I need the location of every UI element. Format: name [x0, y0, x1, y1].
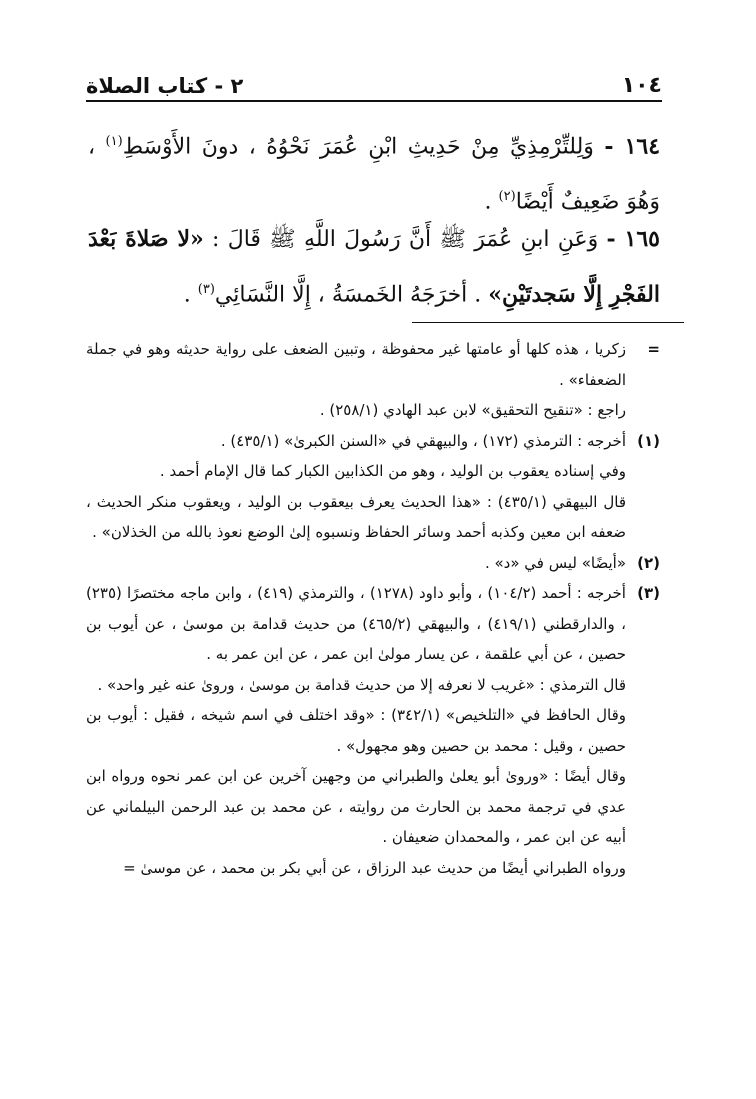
- footnote-paragraph: راجع : «تنقيح التحقيق» لابن عبد الهادي (٢٥٨/١) .: [319, 401, 626, 419]
- footnote-paragraph: زكريا ، هذه كلها أو عامتها غير محفوظة ، وتبين الضعف على رواية حديثه وهو في جملة الضعفاء» .: [86, 340, 626, 389]
- footnote-paragraph-block: [86, 395, 660, 426]
- footnote-2: [86, 548, 660, 579]
- footnote-marker: (٢): [637, 553, 660, 572]
- footnote-separator: [412, 322, 684, 323]
- footnote-marker: (١): [637, 431, 660, 450]
- running-head: [86, 60, 662, 98]
- page-number: ١٠٤: [621, 73, 662, 98]
- footnote-ref-1: (١): [105, 134, 123, 149]
- footnote-paragraph: ورواه الطبراني أيضًا من حديث عبد الرزاق ، عن أبي بكر بن محمد ، عن موسىٰ =: [123, 858, 626, 877]
- footnote-marker: (٣): [637, 584, 660, 602]
- footnote-ref-2: (٢): [498, 189, 516, 205]
- footnote-marker: =: [647, 340, 660, 358]
- footnote-continued: [86, 334, 660, 395]
- hadith-number: ١٦٤ -: [604, 133, 661, 160]
- hadith-end: .: [183, 282, 191, 308]
- footnote-paragraph: وقال الحافظ في «التلخيص» (٣٤٢/١) : «وقد اختلف في اسم شيخه ، فقيل : أيوب بن حصين ، وقيل : محمد بن حصين وهو مجهول» .: [86, 706, 626, 755]
- hadith-164: [88, 117, 660, 228]
- hadith-text: وَعَنِ ابنِ عُمَرَ ﷺ أَنَّ رَسُولَ اللَّهِ ﷺ قَالَ :: [212, 227, 599, 252]
- footnote-1: [86, 426, 660, 548]
- hadith-quote: «لا صَلاةَ بَعْدَ الفَجْرِ إِلَّا سَجدتَيْنِ»: [88, 226, 660, 308]
- footnote-paragraph: وفي إسناده يعقوب بن الوليد ، وهو من الكذابين الكبار كما قال الإمام أحمد .: [159, 462, 626, 480]
- hadith-text: وَلِلتِّرْمِذِيِّ مِنْ حَدِيثِ ابْنِ عُمَرَ نَحْوُهُ ، دونَ الأَوْسَطِ: [122, 134, 594, 160]
- footnote-paragraph: وقال أيضًا : «ورویٰ أبو يعلىٰ والطبراني من وجهين آخرين عن ابن عمر نحوه ورواه ابن عدي في ترجمة محمد بن الحارث من روايته ، عن محمد بن عبد الرحمن البيلماني عن أبيه عن ابن عمر ، والمحمدان ضعيفان .: [86, 767, 626, 846]
- hadith-text: . أخرَجَهُ الخَمسَةُ ، إِلَّا النَّسَائِي: [214, 282, 482, 308]
- header-rule: [86, 100, 662, 102]
- footnote-paragraph: أخرجه : أحمد (١٠٤/٢) ، وأبو داود (١٢٧٨) ، والترمذي (٤١٩) ، وابن ماجه مختصرًا (٢٣٥) ، والدارقطني (٤١٩/١) ، والبيهقي (٤٦٥/٢) من حديث قدامة بن موسىٰ ، عن أيوب بن حصين ، عن أبي علقمة ، عن يسار مولىٰ ابن عمر ، عن ابن عمر به .: [86, 584, 626, 663]
- footnote-3: [86, 578, 660, 883]
- footnote-ref-3: (٣): [197, 282, 215, 297]
- footnotes: [86, 334, 660, 883]
- footnote-paragraph: قال البيهقي (٤٣٥/١) : «هذا الحديث يعرف بيعقوب بن الوليد ، ويعقوب منكر الحديث ، ضعفه ابن معين وكذبه أحمد وسائر الحفاظ ونسبوه إلىٰ الوضع نعوذ بالله من الخذلان» .: [86, 492, 626, 541]
- footnote-paragraph: أخرجه : الترمذي (١٧٢) ، والبيهقي في «السنن الكبرىٰ» (٤٣٥/١) .: [220, 431, 626, 450]
- footnote-paragraph: قال الترمذي : «غريب لا نعرفه إلا من حديث قدامة بن موسىٰ ، وروىٰ عنه غير واحد» .: [97, 675, 626, 694]
- footnote-paragraph: «أيضًا» ليس في «د» .: [484, 553, 626, 572]
- hadith-text: ، وَهُوَ ضَعِيفٌ أَيْضًا: [88, 134, 660, 215]
- book-title: ٢ - كتاب الصلاة: [86, 74, 244, 98]
- hadith-number: ١٦٥ -: [606, 226, 660, 252]
- hadith-165: [88, 214, 660, 320]
- hadith-end: .: [484, 189, 492, 215]
